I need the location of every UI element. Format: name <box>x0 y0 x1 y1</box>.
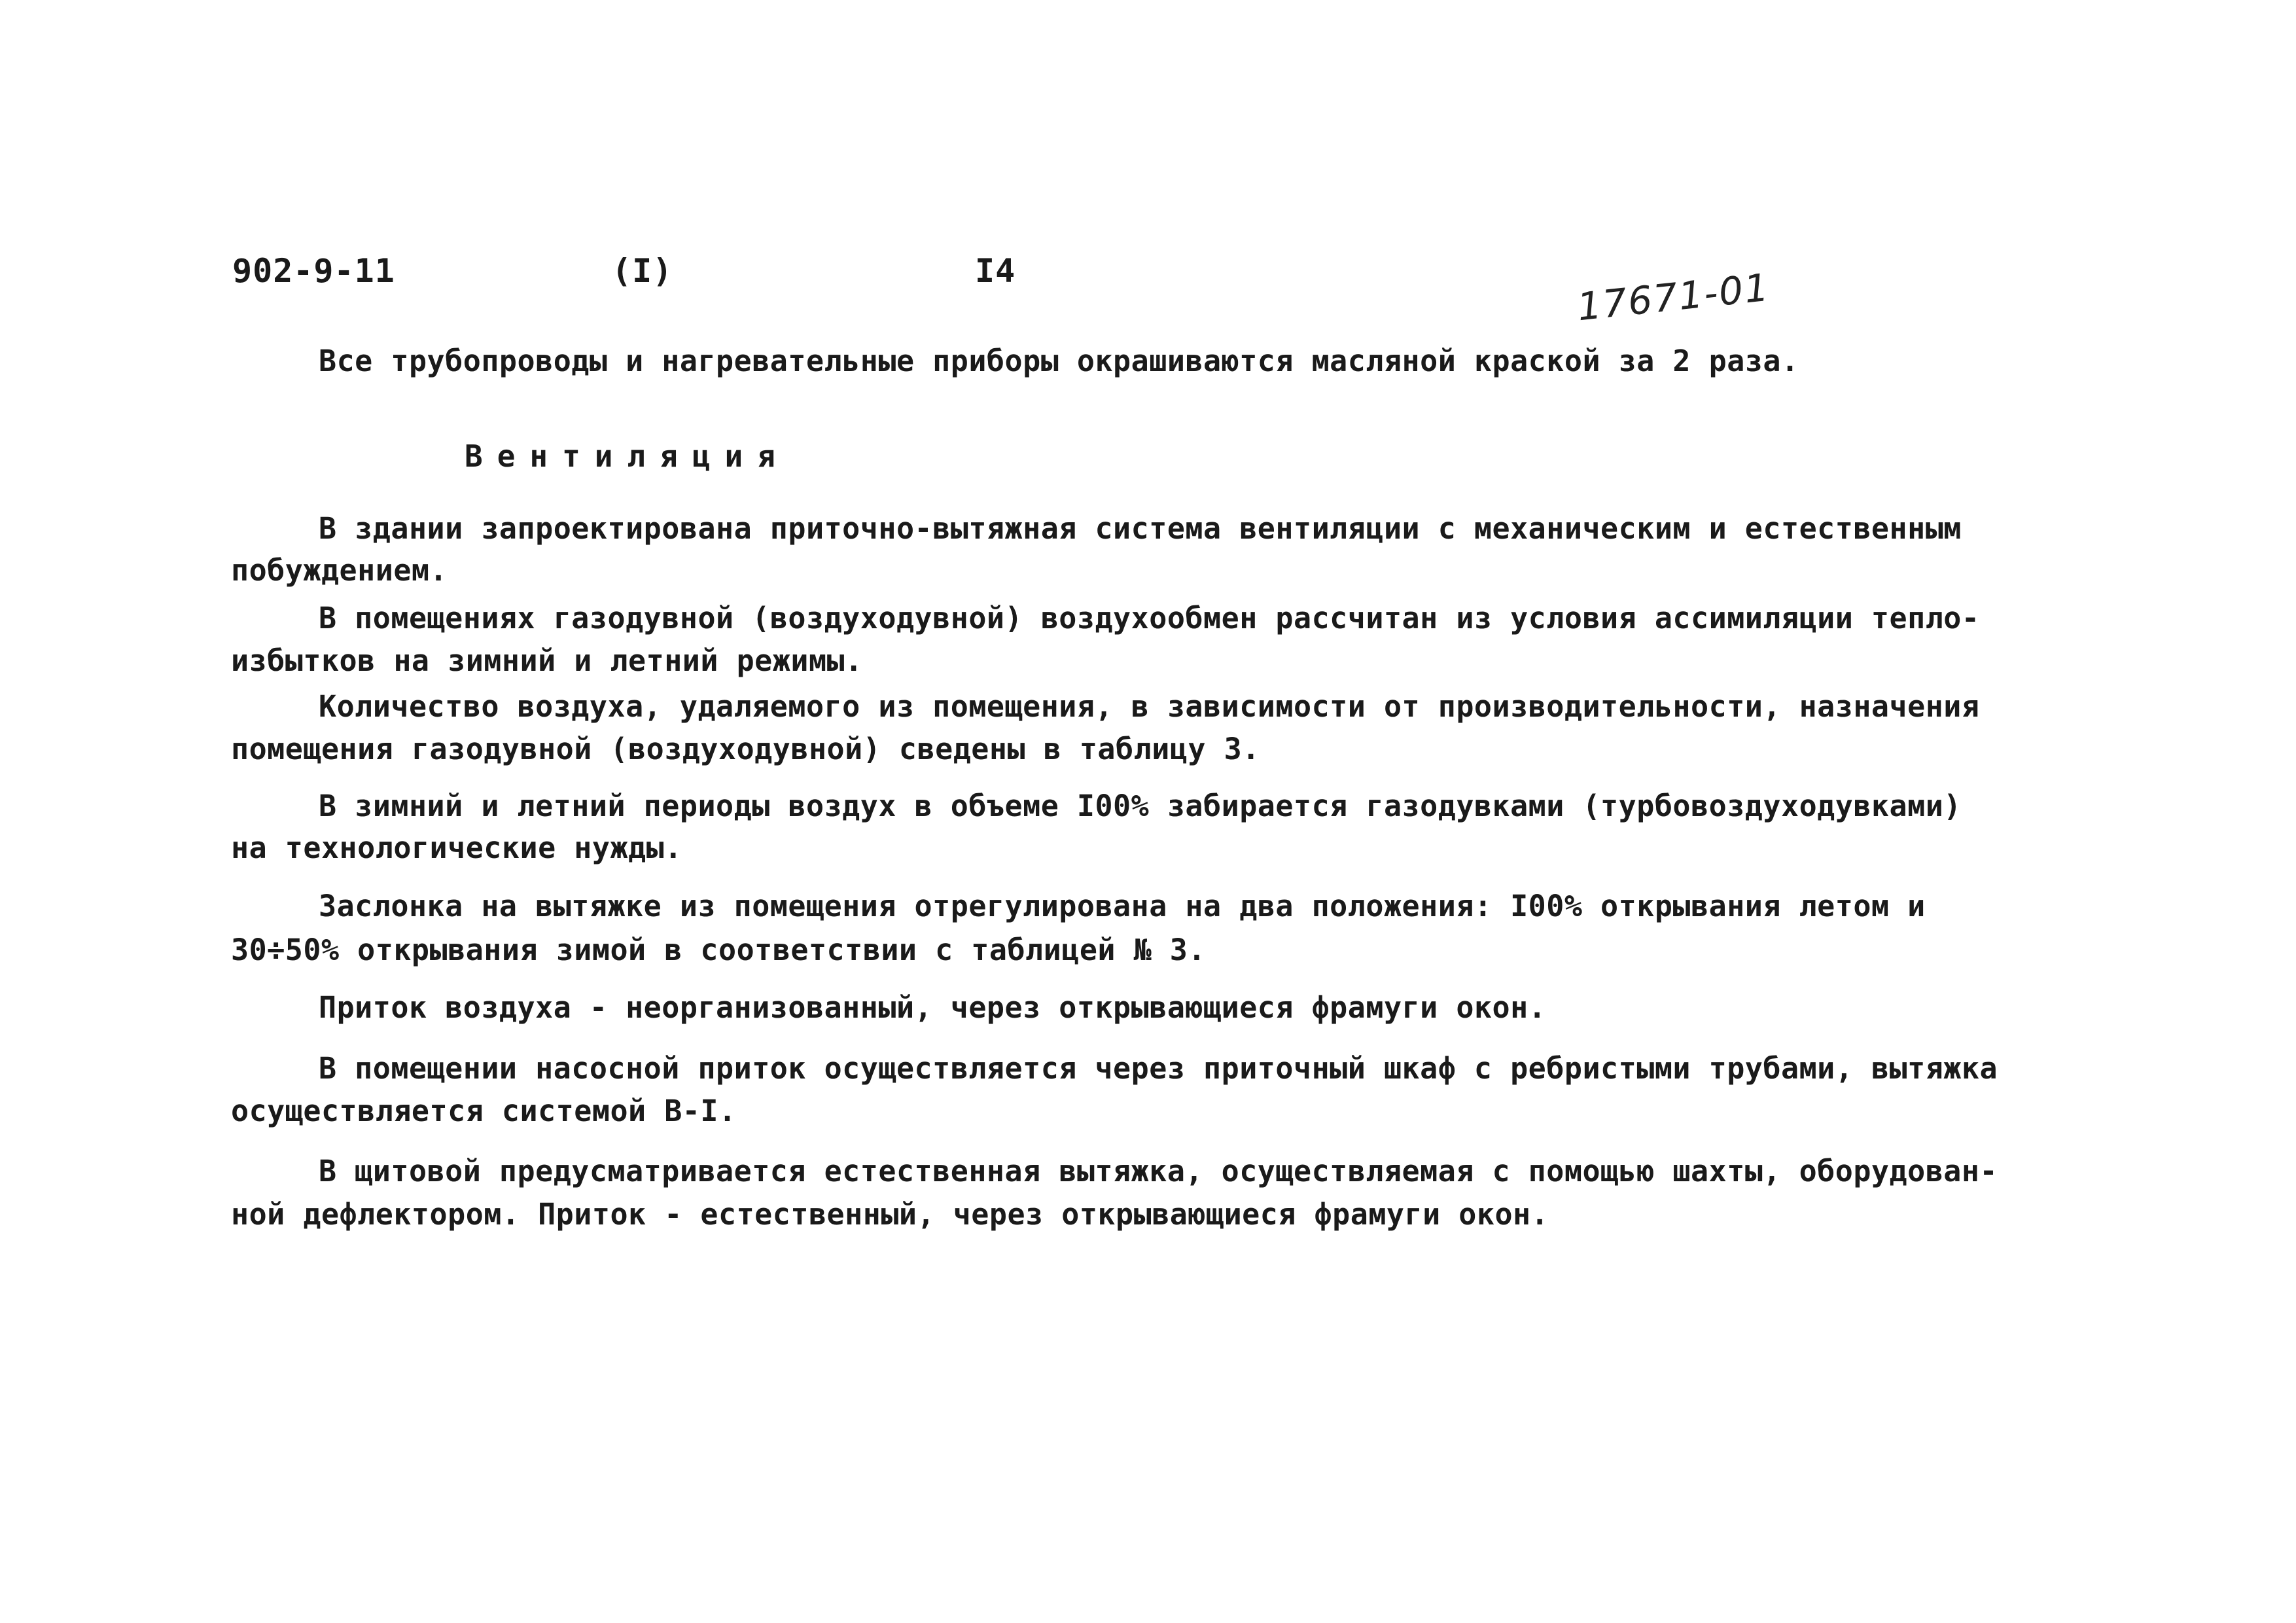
intro-line: Все трубопроводы и нагревательные приборы окрашиваются масляной краской за 2 раза. <box>319 344 1799 378</box>
section-title: Вентиляция <box>465 438 790 474</box>
paragraph-line: Приток воздуха - неорганизованный, через открывающиеся фрамуги окон. <box>319 990 1547 1025</box>
paragraph-line: Заслонка на вытяжке из помещения отрегулирована на два положения: I00% открывания летом и <box>319 889 1926 923</box>
paragraph-line: В зимний и летний периоды воздух в объеме I00% забирается газодувками (турбовоздуходувками) <box>319 789 1962 823</box>
handwritten-stamp: 17671-01 <box>1575 264 1772 330</box>
document-code: 902-9-11 <box>232 252 395 290</box>
paragraph-line: 30÷50% открывания зимой в соответствии с таблицей № 3. <box>231 933 1206 967</box>
paragraph-line: ной дефлектором. Приток - естественный, через открывающиеся фрамуги окон. <box>231 1197 1549 1232</box>
paragraph-line: побуждением. <box>231 553 448 588</box>
paragraph-line: Количество воздуха, удаляемого из помещения, в зависимости от производительности, назначения <box>319 689 1980 724</box>
paragraph-line: В здании запроектирована приточно-вытяжная система вентиляции с механическим и естественным <box>319 511 1962 546</box>
paragraph-line: осуществляется системой В-I. <box>231 1094 737 1128</box>
paragraph-line: на технологические нужды. <box>231 830 682 865</box>
paragraph-line: В щитовой предусматривается естественная вытяжка, осуществляемая с помощью шахты, оборудован- <box>319 1154 1998 1188</box>
paragraph-line: помещения газодувной (воздуходувной) сведены в таблицу 3. <box>231 732 1260 766</box>
paragraph-line: В помещениях газодувной (воздуходувной) воздухообмен рассчитан из условия ассимиляции тепло- <box>319 601 1980 635</box>
paragraph-line: В помещении насосной приток осуществляется через приточный шкаф с ребристыми трубами, вытяжка <box>319 1051 1998 1086</box>
part-number: (I) <box>612 252 673 290</box>
paragraph-line: избытков на зимний и летний режимы. <box>231 643 863 678</box>
page-number: I4 <box>975 252 1016 290</box>
